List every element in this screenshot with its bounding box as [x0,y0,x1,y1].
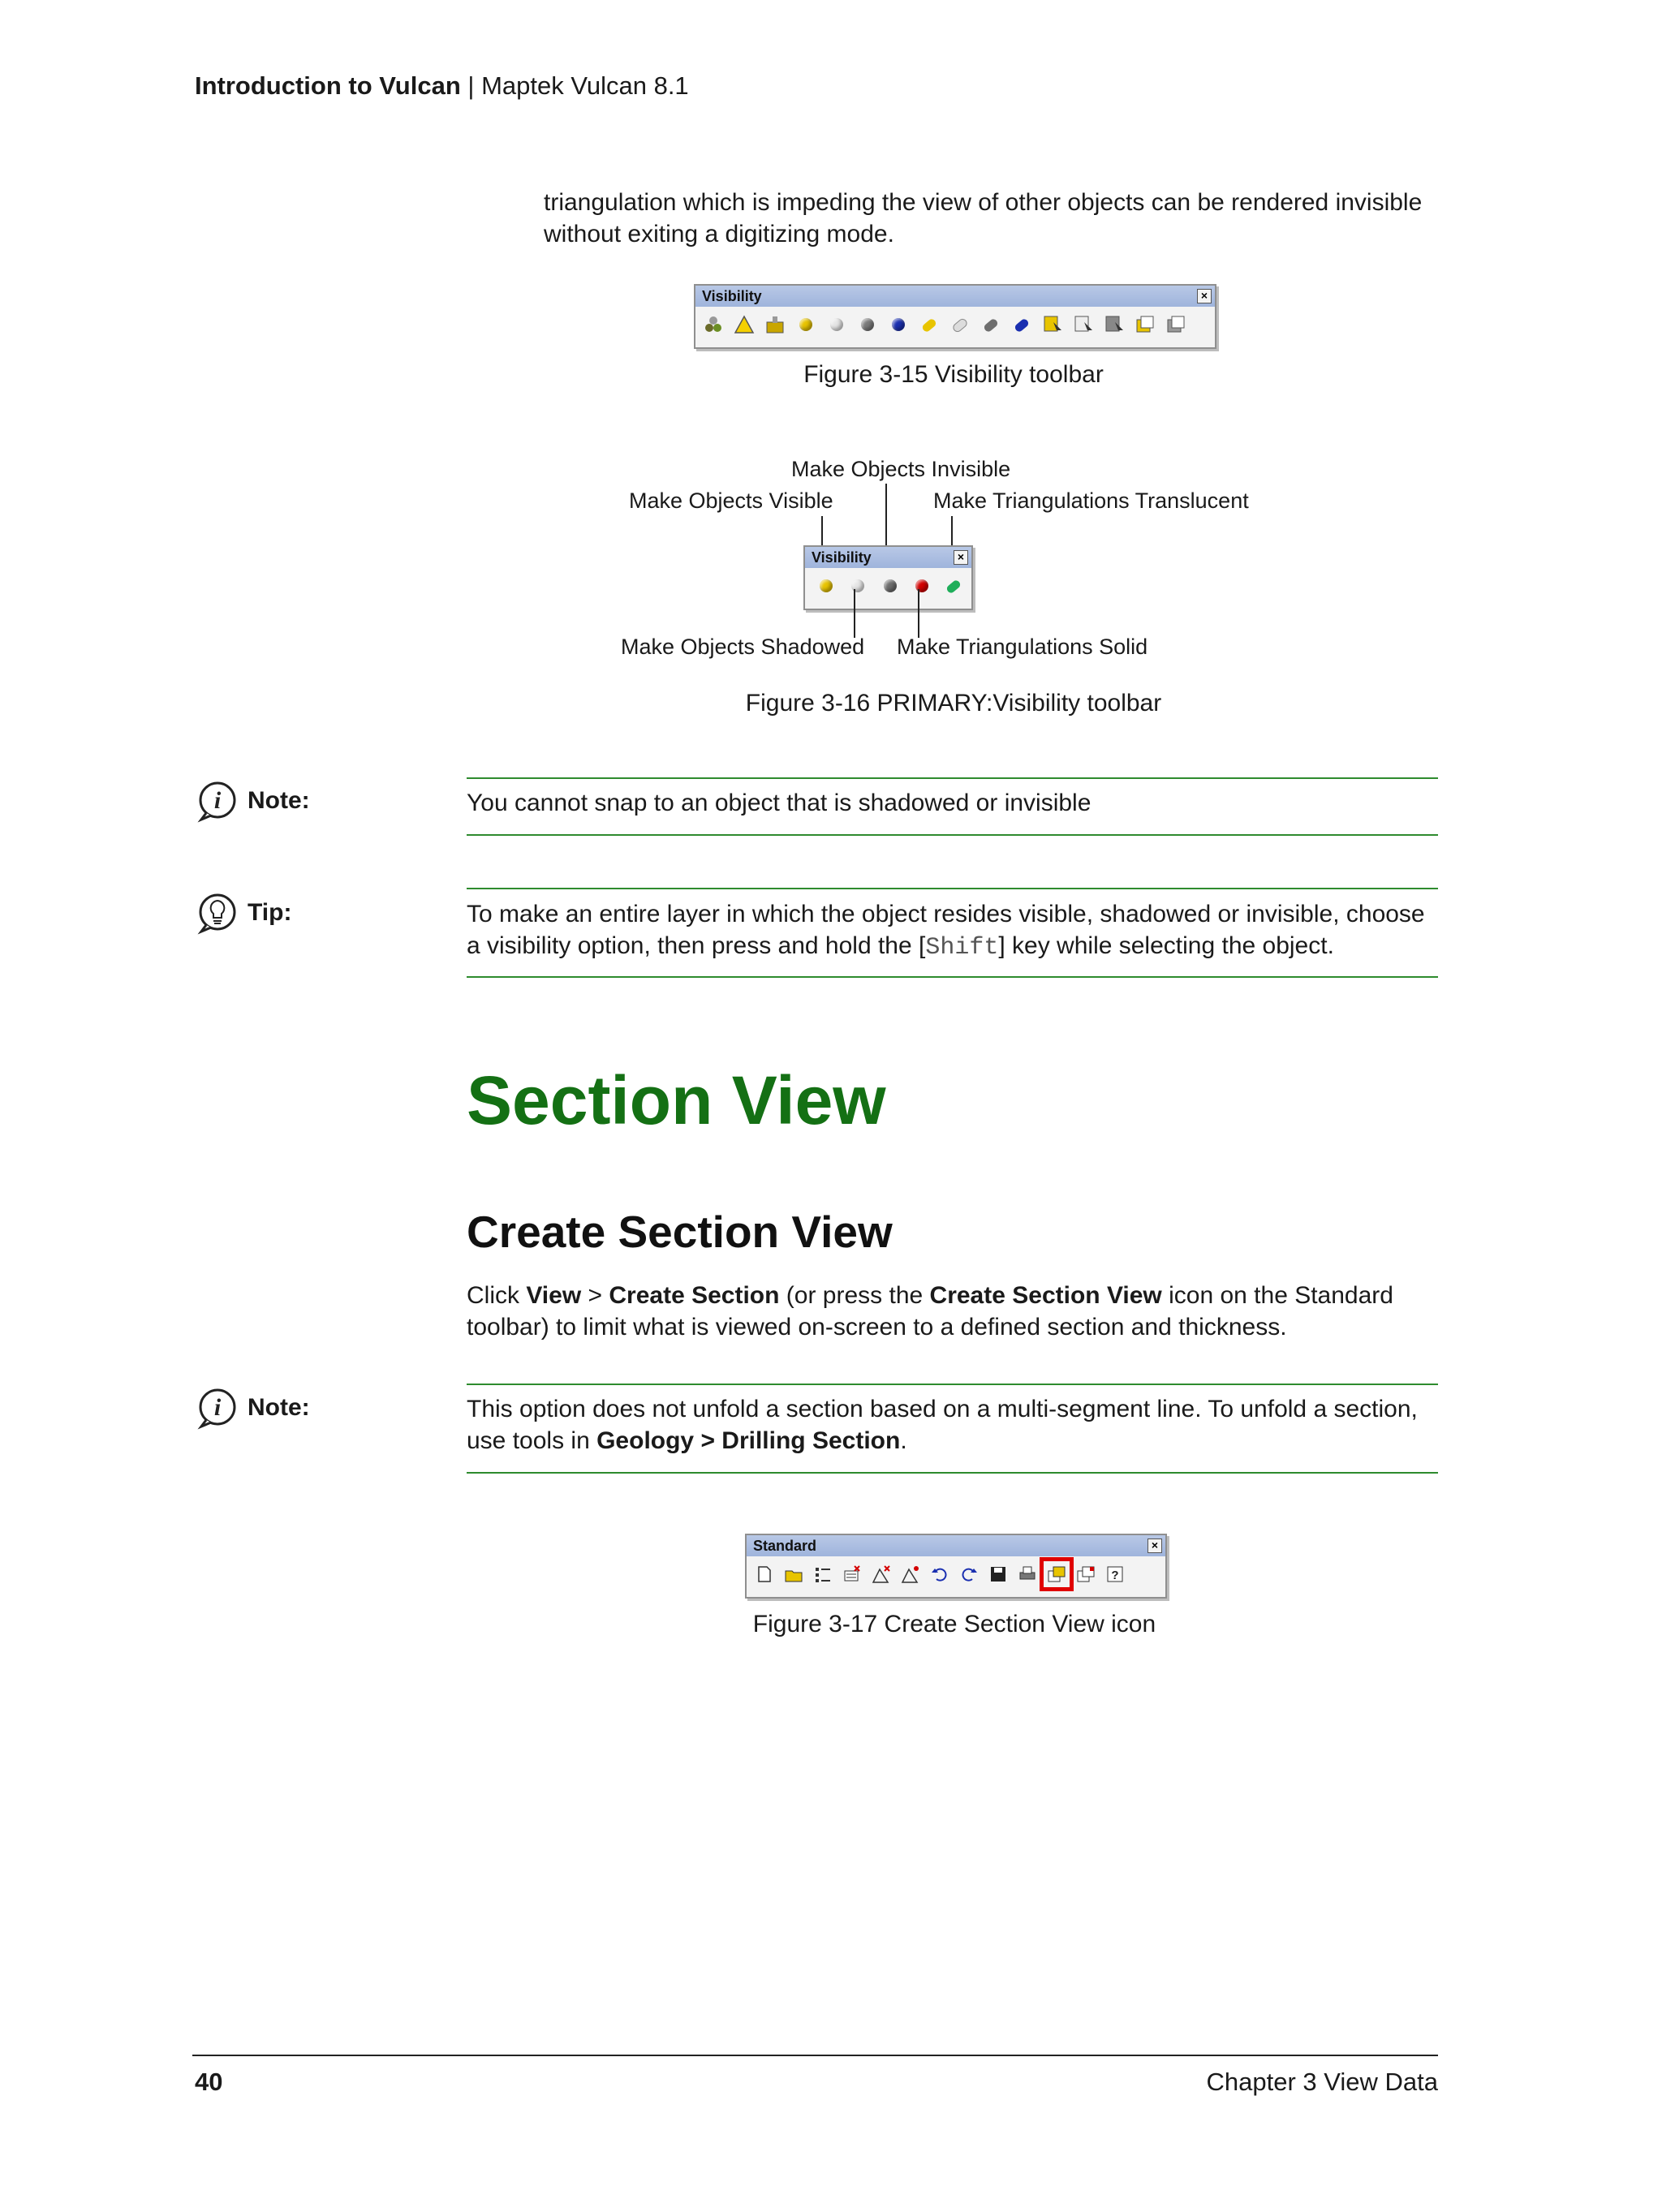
instr-p4: icon on the Standard toolbar) to limit what is viewed on-screen to a defined section and thickness. [467,1282,1393,1341]
grid-visibility-icon[interactable] [762,312,788,338]
header-product: Maptek Vulcan 8.1 [481,71,689,100]
redo-icon[interactable] [956,1561,982,1587]
make-shadowed-ball-icon[interactable] [845,573,870,599]
print-icon[interactable] [1014,1561,1040,1587]
running-header [195,71,689,101]
svg-text:i: i [213,787,222,814]
instr-create-section-view: Create Section View [929,1282,1162,1309]
note-bottom-rule [467,834,1438,836]
section-heading: Section View [467,1062,886,1138]
make-solid-ball-icon[interactable] [909,573,934,599]
close-icon[interactable]: × [1197,289,1212,303]
grey-pill-icon[interactable] [978,312,1004,338]
standard-toolbar [745,1534,1167,1599]
delete-triangle-icon[interactable] [868,1561,894,1587]
page-number: 40 [195,2068,223,2096]
callout-make-objects-invisible: Make Objects Invisible [791,457,1011,481]
grey-ball-icon[interactable] [855,312,881,338]
note2-text-after: . [900,1427,907,1454]
tip-bottom-rule [467,976,1438,978]
yellow-cursor-icon[interactable] [1040,312,1066,338]
visibility-toolbar-primary [803,545,973,610]
instr-p1: Click [467,1282,527,1309]
section-window-icon[interactable] [1073,1561,1099,1587]
toolbar-icon-row [751,1561,1160,1587]
close-icon[interactable]: × [1147,1539,1162,1553]
layer-visibility-icon[interactable] [700,312,726,338]
shift-key: Shift [925,934,999,962]
make-visible-ball-icon[interactable] [813,573,838,599]
help-icon[interactable] [1102,1561,1128,1587]
tip-text [467,898,1440,964]
instructions-paragraph [467,1280,1440,1343]
yellow-window-icon[interactable] [1132,312,1158,338]
chapter-label: Chapter 3 View Data [1206,2068,1438,2096]
visibility-toolbar-full [694,284,1216,349]
blue-ball-icon[interactable] [885,312,911,338]
triangle-visibility-icon[interactable] [731,312,757,338]
instr-p3: (or press the [779,1282,930,1309]
grey-window-icon[interactable] [1163,312,1189,338]
tip-lightbulb-icon [196,893,239,935]
instr-p2: > [581,1282,609,1309]
note-top-rule [467,1384,1438,1385]
note-label: Note: [248,1394,310,1421]
close-icon[interactable]: × [954,550,968,565]
header-title: Introduction to Vulcan [195,71,461,100]
toolbar-title: Visibility [695,286,1215,307]
intro-paragraph: triangulation which is impeding the view of other objects can be rendered invisible without exiting a digitizing mode. [544,189,1423,247]
subsection-heading: Create Section View [467,1207,893,1257]
tip-top-rule [467,888,1438,889]
note2-bold: Geology > Drilling Section [596,1427,901,1454]
undo-icon[interactable] [927,1561,953,1587]
make-translucent-pill-icon[interactable] [941,573,967,599]
note-info-icon [196,1388,239,1430]
save-icon[interactable] [985,1561,1011,1587]
tip-label: Tip: [248,899,292,926]
footer-rule [192,2055,1438,2056]
figure-3-15-caption: Figure 3-15 Visibility toolbar [803,361,1104,388]
note2-text-before: This option does not unfold a section based on a multi-segment line. To unfold a section, use tools in [467,1396,1418,1454]
tip-text-after: ] key while selecting the object. [998,932,1334,959]
instr-create-section: Create Section [609,1282,780,1309]
note-top-rule [467,777,1438,779]
list-icon[interactable] [810,1561,836,1587]
note-info-icon [196,781,239,823]
note-bottom-rule [467,1472,1438,1474]
leader-solid [918,589,919,638]
figure-3-16-caption: Figure 3-16 PRIMARY:Visibility toolbar [745,690,1162,717]
white-ball-icon[interactable] [824,312,850,338]
tip-text-before: To make an entire layer in which the object resides visible, shadowed or invisible, choose a visibility option, then press and hold the [ [467,901,1425,959]
yellow-pill-icon[interactable] [916,312,942,338]
figure-3-17-caption: Figure 3-17 Create Section View icon [752,1611,1156,1637]
callout-make-objects-visible: Make Objects Visible [629,488,833,513]
header-separator: | [460,71,482,100]
toolbar-title: Standard [747,1535,1165,1556]
svg-text:i: i [213,1394,222,1421]
toolbar-icon-row [700,312,1210,338]
blue-pill-icon[interactable] [1009,312,1035,338]
delete-layers-icon[interactable] [839,1561,865,1587]
yellow-ball-icon[interactable] [793,312,819,338]
create-section-view-icon[interactable] [1044,1561,1070,1587]
note-text [467,1393,1440,1457]
open-folder-icon[interactable] [781,1561,807,1587]
leader-shadowed [854,589,855,638]
white-cursor-icon[interactable] [1070,312,1096,338]
toolbar-title: Visibility [805,547,971,568]
note-text: You cannot snap to an object that is shadowed or invisible [467,790,1091,816]
toolbar-icon-row [813,573,967,599]
instr-view: View [526,1282,582,1309]
note-label: Note: [248,787,310,814]
white-pill-icon[interactable] [947,312,973,338]
triangle-point-icon[interactable] [898,1561,924,1587]
callout-make-objects-shadowed: Make Objects Shadowed [621,635,865,659]
svg-text:?: ? [1111,1569,1119,1582]
callout-make-triangulations-translucent: Make Triangulations Translucent [933,488,1249,513]
callout-make-triangulations-solid: Make Triangulations Solid [897,635,1148,659]
grey-cursor-icon[interactable] [1101,312,1127,338]
make-invisible-ball-icon[interactable] [877,573,902,599]
new-file-icon[interactable] [751,1561,777,1587]
